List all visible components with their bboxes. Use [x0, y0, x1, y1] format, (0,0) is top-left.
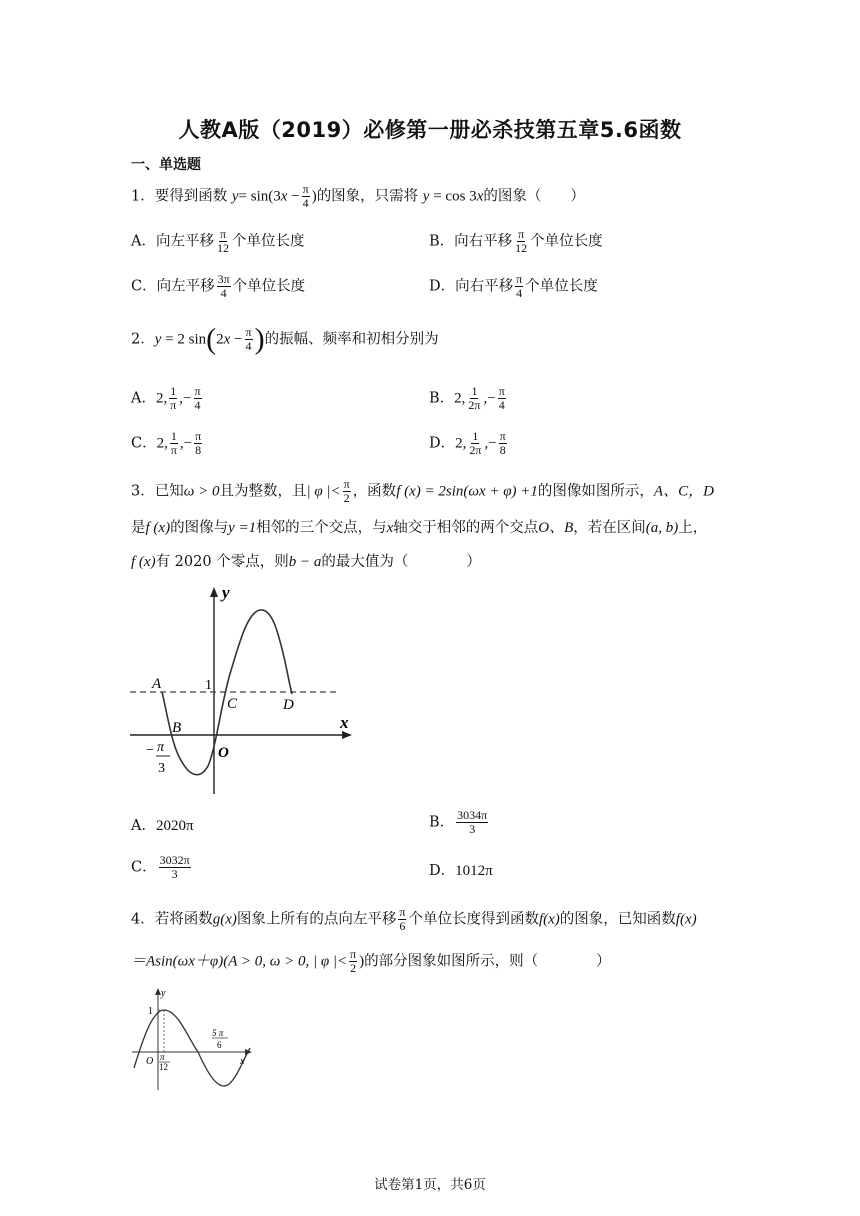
option-2a[interactable]: A．2, $\frac{1}{\pi}$ ,− $\frac{\pi}{4}$ — [131, 384, 201, 412]
point-O: O — [218, 745, 229, 761]
option-1d[interactable]: D．向右平移 $\frac{\pi}{4}$ 个单位长度 — [429, 272, 598, 300]
y-axis-arrow — [210, 587, 218, 597]
tick-six: 6 — [217, 1040, 222, 1050]
question-3-line-3: f (x)有 2020 个零点，则b − a的最大值为（ ） — [131, 554, 481, 570]
point-B: B — [172, 720, 182, 736]
question-3-line-2: 是f (x)的图像与y =1相邻的三个交点，与x轴交于相邻的两个交点O、B，若在区间(a, b)上， — [131, 520, 708, 536]
axis-label-y: y — [222, 583, 230, 602]
point-C: C — [227, 696, 238, 712]
question-3-line-1: 3．已知ω > 0且为整数，且| φ |< $\frac{\pi}{2}$ ，函数f (x) = 2sin(ωx + φ) +1的图像如图所示，A、C，D — [131, 477, 714, 505]
tick-5pi: 5 π — [212, 1028, 224, 1038]
option-3b[interactable]: B． $\frac{3034\pi}{3}$ — [429, 808, 488, 836]
tick-pi: π — [157, 740, 165, 755]
x-axis-arrow — [342, 731, 352, 739]
page-footer: 试卷第1页，共6页 — [374, 1177, 486, 1193]
axis-label-x: x — [240, 1056, 245, 1067]
option-3a[interactable]: A．2020π — [131, 818, 194, 834]
question-1: 1．要得到函数 y= sin(3x − $\frac{\pi}{4}$ )的图象，只需将 y = cos 3x的图象（ ） — [131, 182, 585, 210]
option-2c[interactable]: C．2, $\frac{1}{\pi}$ ,− $\frac{\pi}{8}$ — [131, 429, 202, 457]
sine-curve — [134, 1010, 250, 1086]
question-2: 2．y = 2 sin(2x − $\frac{\pi}{4}$ )的振幅、频率和初相分别为 — [131, 322, 439, 356]
section-heading: 一、单选题 — [131, 157, 201, 173]
page-title: 人教A版（2019）必修第一册必杀技第五章5.6函数 — [178, 118, 682, 142]
tick-minus: − — [146, 743, 154, 758]
option-2d[interactable]: D．2, $\frac{1}{2\pi}$ ,− $\frac{\pi}{8}$ — [429, 429, 506, 457]
option-1c[interactable]: C．向左平移 $\frac{3\pi}{4}$ 个单位长度 — [131, 272, 306, 300]
option-1b[interactable]: B．向右平移 $\frac{\pi}{12}$ 个单位长度 — [429, 227, 603, 255]
point-A: A — [152, 676, 162, 692]
tick-pi: π — [160, 1052, 165, 1062]
origin-O: O — [146, 1056, 154, 1067]
option-2b[interactable]: B．2, $\frac{1}{2\pi}$ ,− $\frac{\pi}{4}$ — [429, 384, 505, 412]
option-3d[interactable]: D．1012π — [429, 863, 493, 879]
question-4-line-1: 4．若将函数g(x)图象上所有的点向左平移 $\frac{\pi}{6}$ 个单位长度得到函数f(x)的图象，已知函数f(x) — [131, 905, 697, 933]
tick-twelve: 12 — [159, 1062, 168, 1072]
option-1a[interactable]: A．向左平移 $\frac{\pi}{12}$ 个单位长度 — [131, 227, 305, 255]
tick-three: 3 — [158, 761, 165, 776]
label-one: 1 — [205, 678, 212, 693]
question-4-line-2: ＝Asin(ωx＋φ)(A > 0, ω > 0, | φ |< $\frac{\pi}{2}$ )的部分图象如图所示，则（ ） — [131, 947, 611, 975]
fraction: $\frac{\pi}{4}$ — [302, 182, 309, 210]
q4-graph — [128, 986, 256, 1092]
axis-label-y: y — [161, 988, 166, 999]
option-3c[interactable]: C． $\frac{3032\pi}{3}$ — [131, 853, 190, 881]
q3-graph — [126, 582, 366, 798]
point-D: D — [283, 697, 294, 713]
axis-label-x: x — [340, 713, 349, 732]
label-one: 1 — [148, 1006, 153, 1017]
